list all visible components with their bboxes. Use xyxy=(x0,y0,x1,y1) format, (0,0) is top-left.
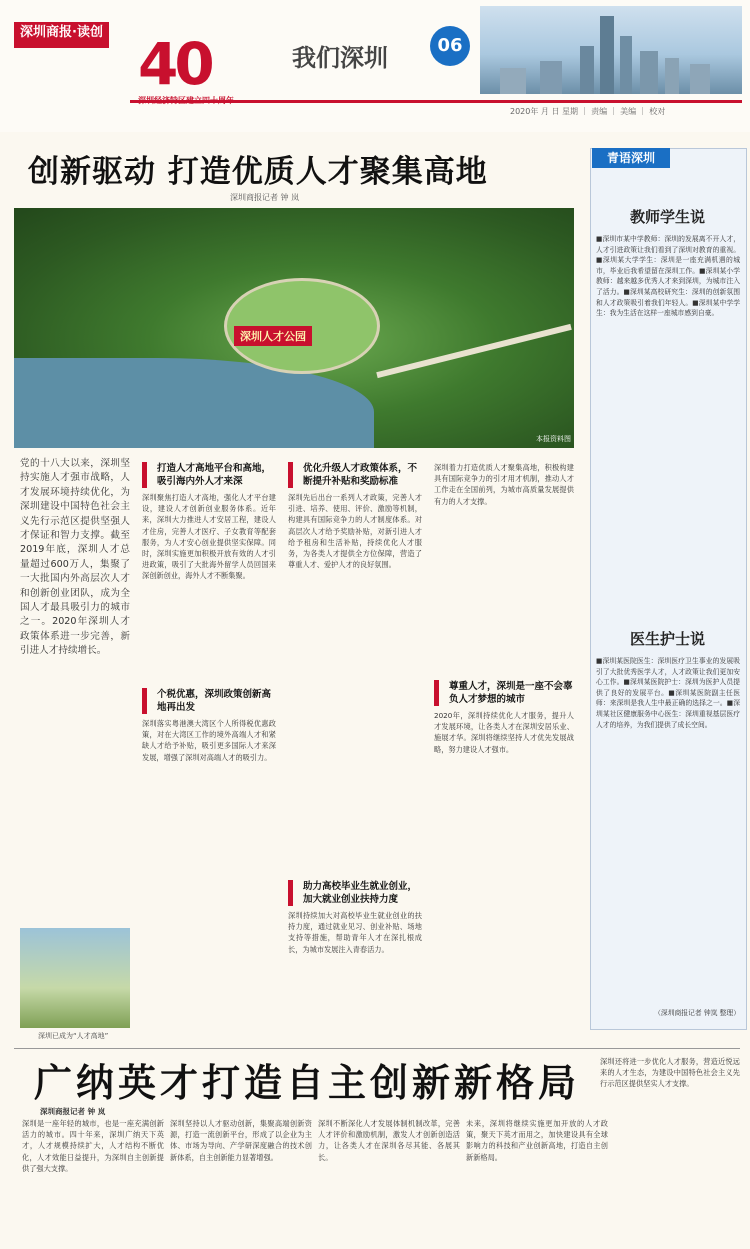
city-skyline-image xyxy=(480,6,742,94)
anniversary-logo: 40 xyxy=(138,30,211,98)
feature-column-2: 深圳坚持以人才驱动创新，集聚高端创新资源，打造一流创新平台，形成了以企业为主体、市场为导向、产学研深度融合的技术创新体系，自主创新能力显著增强。 xyxy=(170,1119,312,1162)
feature-column-4: 未来，深圳将继续实施更加开放的人才政策，聚天下英才而用之，加快建设具有全球影响力的科技和产业创新高地，打造自主创新新格局。 xyxy=(466,1119,608,1162)
main-headline: 创新驱动 打造优质人才聚集高地 xyxy=(28,154,488,190)
section-1 xyxy=(142,462,276,700)
section-heading: 助力高校毕业生就业创业，加大就业创业扶持力度 xyxy=(288,880,422,906)
sidebar-title-teachers: 教师学生说 xyxy=(629,208,705,226)
section-3 xyxy=(142,688,276,1018)
section-body: 深圳落实粤港澳大湾区个人所得税优惠政策，对在大湾区工作的境外高端人才和紧缺人才给予补贴，吸引更多国际人才来深发展，增强了深圳对高端人才的吸引力。 xyxy=(142,719,276,762)
newspaper-brand: 深圳商报·读创 xyxy=(14,22,109,48)
section-4 xyxy=(288,880,422,1020)
dateline: 2020年 月 日 星期 ｜ 责编 ｜ 美编 ｜ 校对 xyxy=(510,107,666,116)
family-photo-caption: 深圳已成为“人才高地” xyxy=(38,1032,109,1040)
section-heading: 尊重人才，深圳是一座不会辜负人才梦想的城市 xyxy=(434,680,574,706)
photo-credit: 本报资料图 xyxy=(536,435,571,443)
feature-byline: 深圳商报记者 钟 岚 xyxy=(40,1107,106,1116)
feature-column-5: 深圳还将进一步优化人才服务，营造近悦远来的人才生态，为建设中国特色社会主义先行示范区提供坚实人才支撑。 xyxy=(600,1057,740,1089)
feature-column-3: 深圳不断深化人才发展体制机制改革，完善人才评价和激励机制，激发人才创新创造活力，让各类人才在深圳各尽其能、各展其长。 xyxy=(318,1119,460,1162)
section-5 xyxy=(434,680,574,1010)
section-body: 深圳聚焦打造人才高地，强化人才平台建设，建设人才创新创业服务体系。近年来，深圳大力推进人才安居工程，建设人才住房，完善人才医疗、子女教育等配套服务，为人才安心创业提供坚实保障。同时，深圳实施更加积极开放有效的人才引进政策，吸引了大批海外留学人员回国来深创新创业，海外人才不断集聚。 xyxy=(142,493,276,581)
sidebar-title-doctors: 医生护士说 xyxy=(629,630,705,648)
lead-paragraph: 党的十八大以来，深圳坚持实施人才强市战略，人才发展环境持续优化，为深圳建设中国特色社会主义先行示范区提供坚强人才保证和智力支撑。截至2019年底，深圳人才总量超过600万人，集聚了一大批国内外高层次人才和创新创业团队，成为全国人才最具吸引力的城市之一。2020年深圳人才政策体系进一步完善，新引进人才持续增长。 xyxy=(20,458,130,657)
park-sign: 深圳人才公园 xyxy=(234,326,312,346)
continuation-text: 深圳着力打造优质人才聚集高地，积极构建具有国际竞争力的引才用才机制，推动人才工作走在全国前列，为城市高质量发展提供有力的人才支撑。 xyxy=(434,463,574,506)
byline: 深圳商报记者 钟 岚 xyxy=(230,193,300,202)
sidebar-teachers-text: ■深圳市某中学教师：深圳的发展离不开人才，人才引进政策让我们看到了深圳对教育的重视。■深圳某大学学生：深圳是一座充满机遇的城市，毕业后我希望留在深圳工作。■深圳某小学教师：越来越多优秀人才来到深圳，为城市注入了活力。■深圳某高校研究生：深圳的创新氛围和人才政策吸引着我们年轻人。■深圳某中学学生：我为生活在这样一座城市感到自豪。 xyxy=(596,235,740,318)
feature-headline: 广纳英才打造自主创新新格局 xyxy=(34,1060,581,1105)
sidebar-tag: 青语深圳 xyxy=(592,148,670,168)
section-heading: 个税优惠，深圳政策创新高地再出发 xyxy=(142,688,276,714)
section-body: 深圳先后出台一系列人才政策，完善人才引进、培养、使用、评价、激励等机制，构建具有国际竞争力的人才制度体系。对高层次人才给予奖励补贴，对新引进人才给予租房和生活补贴，持续优化人才服务，为各类人才提供全方位保障，营造了尊重人才、爱护人才的良好氛围。 xyxy=(288,493,422,570)
family-photo xyxy=(20,928,130,1028)
masthead-divider xyxy=(130,100,742,103)
feature-column-1: 深圳是一座年轻的城市，也是一座充满创新活力的城市。四十年来，深圳广纳天下英才，人才规模持续扩大，人才结构不断优化，人才效能日益提升，为深圳自主创新提供了强大支撑。 xyxy=(22,1119,164,1173)
aerial-park-photo xyxy=(14,208,574,448)
page-number-badge: 06 xyxy=(430,26,470,66)
photo-path xyxy=(376,324,572,378)
sidebar-credit: （深圳商报记者 钟岚 整理） xyxy=(654,1009,740,1017)
skyline-icon xyxy=(480,6,742,94)
section-heading: 打造人才高地平台和高地，吸引海内外人才来深 xyxy=(142,462,276,488)
section-body: 深圳持续加大对高校毕业生就业创业的扶持力度，通过就业见习、创业补贴、场地支持等措施，帮助青年人才在深扎根成长，为城市发展注入青春活力。 xyxy=(288,911,422,954)
section-2 xyxy=(288,462,422,872)
section-body: 2020年，深圳持续优化人才服务，提升人才发展环境，让各类人才在深圳安居乐业、施展才华。深圳将继续坚持人才优先发展战略，努力建设人才强市。 xyxy=(434,711,574,754)
sidebar-doctors-text: ■深圳某医院医生：深圳医疗卫生事业的发展吸引了大批优秀医学人才，人才政策让我们更加安心工作。■深圳某医院护士：深圳为医护人员提供了良好的发展平台。■深圳某医院副主任医师：来深圳是我人生中最正确的选择之一。■深圳某社区健康服务中心医生：深圳重视基层医疗人才的培养，为我们提供了成长空间。 xyxy=(596,657,740,729)
section-rule xyxy=(14,1048,740,1049)
section-title: 我们深圳 xyxy=(292,44,388,72)
section-heading: 优化升级人才政策体系，不断提升补贴和奖励标准 xyxy=(288,462,422,488)
